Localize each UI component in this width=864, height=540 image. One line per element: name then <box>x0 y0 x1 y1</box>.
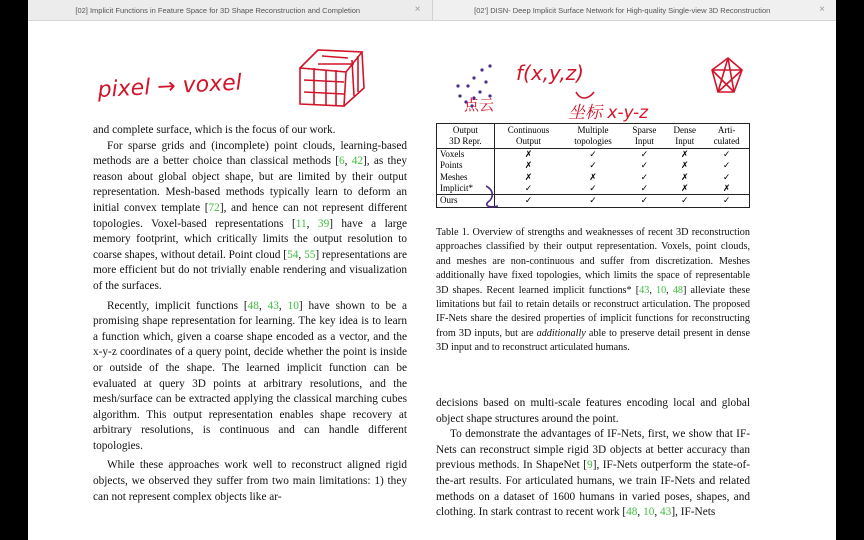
text-run: To demonstrate the advantages of IF-Nets, first, we show that IF-Nets can reconstruct simple rigid 3D objects at better accuracy than previous methods. In ShapeNet [ <box>436 428 750 472</box>
column-header: Dense Input <box>665 124 704 149</box>
right-column-text <box>436 396 750 521</box>
ink-formula <box>464 61 649 123</box>
column-header: Arti- culated <box>704 124 749 149</box>
table-cell: ✗ <box>680 160 689 171</box>
close-tab-icon[interactable]: × <box>819 4 825 15</box>
table-cell: ✓ <box>722 148 731 159</box>
text-run: , <box>278 299 288 312</box>
text-run: , <box>637 506 644 519</box>
text-run: ], as they reason about global object shape, but are limited by their output representation. Mesh-based methods typically learn to deform an initial convex template [ <box>93 155 407 214</box>
tab-label: [02] Implicit Functions in Feature Space for 3D Shape Reconstruction and Completion <box>75 5 361 15</box>
table-cell: ✓ <box>524 183 533 194</box>
paragraph <box>93 139 407 295</box>
citation-link[interactable]: 43 <box>660 506 672 519</box>
row-label: Ours <box>437 195 495 207</box>
text-run: ] have a large memory footprint, which critically limits the output resolution to coarse shapes, without detail. Point cloud [ <box>93 217 407 261</box>
annotation-formula: f(x,y,z) <box>516 61 584 85</box>
citation-link[interactable]: 6 <box>339 155 345 168</box>
text-run: While these approaches work well to reconstruct aligned rigid objects, we observed they suffer from two main limitations: 1) they can not represent complex objects like ar- <box>93 459 407 503</box>
text-run: decisions based on multi-scale features encoding local and global object shape structures around the point. <box>436 397 750 425</box>
table-cell: ✓ <box>640 183 649 194</box>
table-cell: ✗ <box>680 183 689 194</box>
table-row <box>437 160 750 171</box>
citation-link[interactable]: 11 <box>295 217 307 230</box>
paragraph <box>93 299 407 455</box>
table-cell: ✓ <box>722 160 731 171</box>
tab-label: [02'] DISN- Deep Implicit Surface Network for High-quality Single-view 3D Reconstruction <box>474 5 771 15</box>
citation-link[interactable]: 48 <box>672 284 683 296</box>
text-run: ] have shown to be a promising shape representation for learning. The key idea is to learn a function which, given a coarse shape encoded as a vector, and the x-y-z coordinates of a query point, decide whether the point is inside or outside of the shape. The learned implicit function can be evaluated at query 3D points at arbitrary resolutions, and the mesh/surface can be extracted applying the classical marching cubes algorithm. This output representation enables shape recovery at arbitrary resolutions, is continuous and can handle different topologies. <box>93 299 408 452</box>
row-label: Points <box>437 160 495 171</box>
table-cell: ✗ <box>589 171 597 182</box>
ink-mark-implicit <box>480 184 504 212</box>
text-run: Table 1. Overview of strengths and weaknesses of recent 3D reconstruction approaches classified by their output representation. Voxels, point clouds, and meshes are non-continuous and suffer from discretization. Meshes additionally have fixed topologies, which limits the space of representable 3D shapes. Recent learned implicit functions* [ <box>436 227 750 296</box>
row-label: Meshes <box>437 171 495 182</box>
table-cell: ✓ <box>562 195 623 207</box>
row-label: Implicit* <box>437 183 495 195</box>
table-cell: ✗ <box>722 183 731 194</box>
table-cell: ✓ <box>640 171 649 182</box>
wireframe-shape-sketch <box>712 58 742 92</box>
citation-link[interactable]: 10 <box>287 299 299 312</box>
table-cell: ✓ <box>640 148 649 159</box>
table-cell: ✓ <box>589 160 597 171</box>
paragraph <box>436 396 750 427</box>
citation-link[interactable]: 43 <box>267 299 279 312</box>
citation-link[interactable]: 72 <box>208 201 220 214</box>
text-run: For sparse grids and (incomplete) point clouds, learning-based methods are a better choice than classical methods [ <box>93 139 407 168</box>
ink-note-pixel-voxel <box>96 70 242 103</box>
table-caption <box>436 226 750 356</box>
table-row <box>437 171 750 182</box>
column-header: Sparse Input <box>624 124 665 149</box>
text-run: , <box>298 248 305 261</box>
table-cell: ✗ <box>680 171 689 182</box>
paragraph: and complete surface, which is the focus of our work. <box>93 124 336 136</box>
document-viewer <box>28 0 836 540</box>
text-run: ] alleviate these limitations but fail to retain details or reconstruct articulation. The proposed IF-Nets share the desired properties of implicit functions for reconstructing from 3D inputs, but are <box>436 284 751 339</box>
citation-link[interactable]: 48 <box>247 299 259 312</box>
table-cell: ✓ <box>589 148 597 159</box>
citation-link[interactable]: 39 <box>317 217 330 230</box>
text-run: , <box>258 299 268 312</box>
text-run: , <box>306 217 318 230</box>
text-run: Recently, implicit functions [ <box>107 299 248 312</box>
left-column-text <box>93 123 407 505</box>
text-run: ] representations are more efficient but do not trivially enable rendering and visualization of the surfaces. <box>93 248 408 292</box>
table-cell: ✓ <box>494 195 562 207</box>
annotation-pixel-voxel: pixel → voxel <box>97 70 243 103</box>
citation-link[interactable]: 9 <box>587 459 593 472</box>
citation-link[interactable]: 55 <box>304 248 316 261</box>
text-run: , <box>344 155 352 168</box>
citation-link[interactable]: 48 <box>626 506 638 519</box>
text-run: , <box>666 284 673 296</box>
table-cell: ✗ <box>524 160 533 171</box>
pen-annotations <box>28 0 836 130</box>
text-run: , <box>649 284 656 296</box>
caption-text <box>436 226 750 356</box>
text-run: ], IF-Nets outperform the state-of-the-art results. For articulated humans, we train IF-Nets and related methods on a dataset of 1600 humans in varied poses, shapes, and clothing. In stark contrast to recent work [ <box>436 459 750 519</box>
column-header: Output 3D Repr. <box>437 124 495 149</box>
row-label: Voxels <box>437 148 495 160</box>
table-cell: ✗ <box>524 171 533 182</box>
table-cell: ✓ <box>665 195 704 207</box>
table-row <box>437 148 750 160</box>
text-run: ], IF-Nets <box>671 506 716 519</box>
table-cell: ✓ <box>640 160 649 171</box>
table-cell: ✓ <box>624 195 665 207</box>
annotation-point-cloud: 点云 <box>464 96 495 114</box>
voxel-house-sketch <box>300 50 364 106</box>
column-header: Continuous Output <box>494 124 562 149</box>
table-cell: ✗ <box>524 148 533 159</box>
text-run: able to preserve detail present in dense 3D input and to reconstruct articulated humans. <box>436 327 750 354</box>
citation-link[interactable]: 10 <box>643 506 655 519</box>
citation-link[interactable]: 43 <box>639 284 650 296</box>
table-cell: ✗ <box>680 148 689 159</box>
table-cell: ✓ <box>704 195 749 207</box>
table-cell: ✓ <box>722 171 731 182</box>
text-run: ], and hence can not represent different topologies. Voxel-based representations [ <box>93 201 407 230</box>
close-tab-icon[interactable]: × <box>414 4 421 15</box>
column-header: Multiple topologies <box>562 124 623 149</box>
emphasis-text: additionally <box>536 327 586 339</box>
paragraph <box>93 458 407 505</box>
table-cell: ✓ <box>589 183 597 194</box>
paragraph <box>436 427 750 521</box>
citation-link[interactable]: 54 <box>287 248 299 261</box>
annotation-coordinates: 坐标 x-y-z <box>568 103 649 123</box>
citation-link[interactable]: 42 <box>351 155 364 168</box>
text-run: , <box>654 506 661 519</box>
citation-link[interactable]: 10 <box>655 284 667 296</box>
